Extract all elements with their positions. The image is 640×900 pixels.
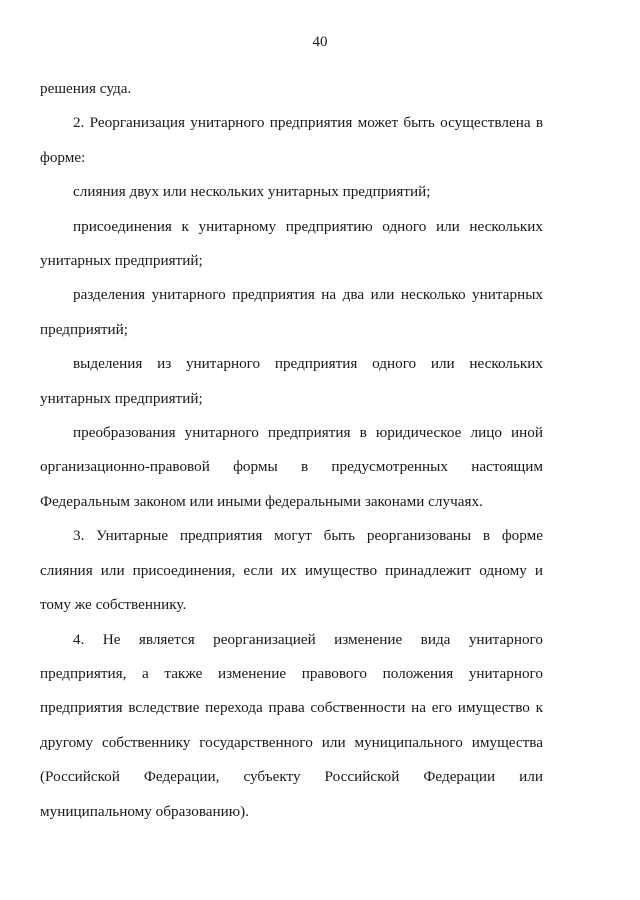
paragraph-item-2: 2. Реорганизация унитарного предприятия может быть осуществлена в форме: (40, 114, 543, 166)
paragraph-merger: слияния двух или нескольких унитарных предприятий; (73, 183, 431, 201)
paragraph-accession: присоединения к унитарному предприятию одного или нескольких унитарных предприятий; (40, 217, 543, 270)
paragraph-separation: выделения из унитарного предприятия одного или нескольких унитарных предприятий; (40, 355, 543, 407)
page-number: 40 (312, 34, 328, 50)
paragraph-item-4: 4. Не является реорганизацией изменение вида унитарного предприятия, а также изменение правового положения унитарного предприятия вследствие перехода права собственности на его имущество к другому собственнику государственного или муниципального имущества (Российской Федерации, субъекту Российской Федерации или муниципальному образованию). (40, 630, 543, 820)
paragraph-item-3: 3. Унитарные предприятия могут быть реорганизованы в форме слияния или присоединения, если их имущество принадлежит одному и тому же собственнику. (40, 527, 543, 614)
document-body (40, 72, 543, 829)
paragraph-continuation: решения суда. (40, 80, 132, 97)
paragraph-transformation: преобразования унитарного предприятия в юридическое лицо иной организационно-правовой формы в предусмотренных настоящим Федеральным законом или иными федеральными законами случаях. (40, 424, 543, 510)
paragraph-division: разделения унитарного предприятия на два или несколько унитарных предприятий; (40, 286, 543, 338)
